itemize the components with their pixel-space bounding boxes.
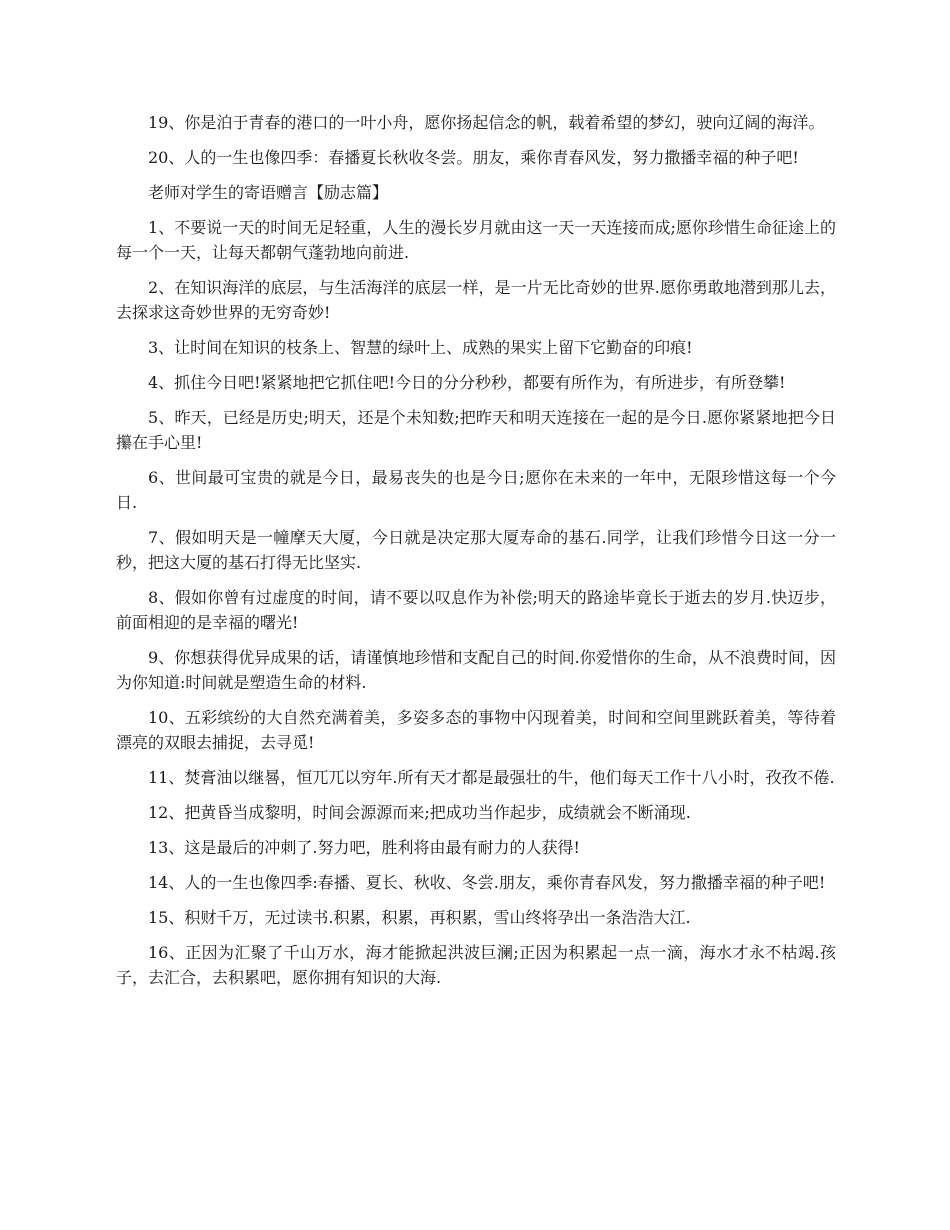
paragraph-3: 3、让时间在知识的枝条上、智慧的绿叶上、成熟的果实上留下它勤奋的印痕! [148,338,693,357]
paragraph-14: 14、人的一生也像四季:春播、夏长、秋收、冬尝.朋友，乘你青春风发，努力撒播幸福的种子吧! [148,873,826,892]
paragraph-12: 12、把黄昏当成黎明，时间会源源而来;把成功当作起步，成绩就会不断涌现. [148,803,691,822]
paragraph-15: 15、积财千万，无过读书.积累，积累，再积累，雪山终将孕出一条浩浩大江. [148,908,691,927]
paragraph-19: 19、你是泊于青春的港口的一叶小舟，愿你扬起信念的帆，载着希望的梦幻，驶向辽阔的海洋。 [148,113,825,132]
paragraph-9: 9、你想获得优异成果的话，请谨慎地珍惜和支配自己的时间.你爱惜你的生命，从不浪费时间，因为你知道:时间就是塑造生命的材料. [116,648,836,692]
paragraph-20: 20、人的一生也像四季：春播夏长秋收冬尝。朋友，乘你青春风发，努力撒播幸福的种子吧! [148,148,799,167]
paragraph-16: 16、正因为汇聚了千山万水，海才能掀起洪波巨澜;正因为积累起一点一滴，海水才永不枯竭.孩子，去汇合，去积累吧，愿你拥有知识的大海. [116,943,836,987]
paragraph-10: 10、五彩缤纷的大自然充满着美，多姿多态的事物中闪现着美，时间和空间里跳跃着美，等待着漂亮的双眼去捕捉，去寻觅! [116,708,836,752]
paragraph-1: 1、不要说一天的时间无足轻重，人生的漫长岁月就由这一天一天连接而成;愿你珍惜生命征途上的每一个一天，让每天都朝气蓬勃地向前进. [116,218,836,262]
paragraph-6: 6、世间最可宝贵的就是今日，最易丧失的也是今日;愿你在未来的一年中，无限珍惜这每一个今日. [116,468,836,512]
paragraph-13: 13、这是最后的冲刺了.努力吧，胜利将由最有耐力的人获得! [148,838,580,857]
document-page [116,110,836,1000]
paragraph-7: 7、假如明天是一幢摩天大厦，今日就是决定那大厦寿命的基石.同学，让我们珍惜今日这一分一秒，把这大厦的基石打得无比坚实. [116,528,836,572]
paragraph-2: 2、在知识海洋的底层，与生活海洋的底层一样，是一片无比奇妙的世界.愿你勇敢地潜到那儿去，去探求这奇妙世界的无穷奇妙! [116,278,836,322]
paragraph-11: 11、焚膏油以继晷，恒兀兀以穷年.所有天才都是最强壮的牛，他们每天工作十八小时，孜孜不倦. [148,768,835,787]
paragraph-8: 8、假如你曾有过虚度的时间，请不要以叹息作为补偿;明天的路途毕竟长于逝去的岁月.快迈步，前面相迎的是幸福的曙光! [116,588,836,632]
section-heading: 老师对学生的寄语赠言【励志篇】 [148,183,389,202]
paragraph-4: 4、抓住今日吧!紧紧地把它抓住吧!今日的分分秒秒，都要有所作为，有所进步，有所登攀! [148,373,786,392]
paragraph-5: 5、昨天，已经是历史;明天，还是个未知数;把昨天和明天连接在一起的是今日.愿你紧紧地把今日攥在手心里! [116,408,836,452]
